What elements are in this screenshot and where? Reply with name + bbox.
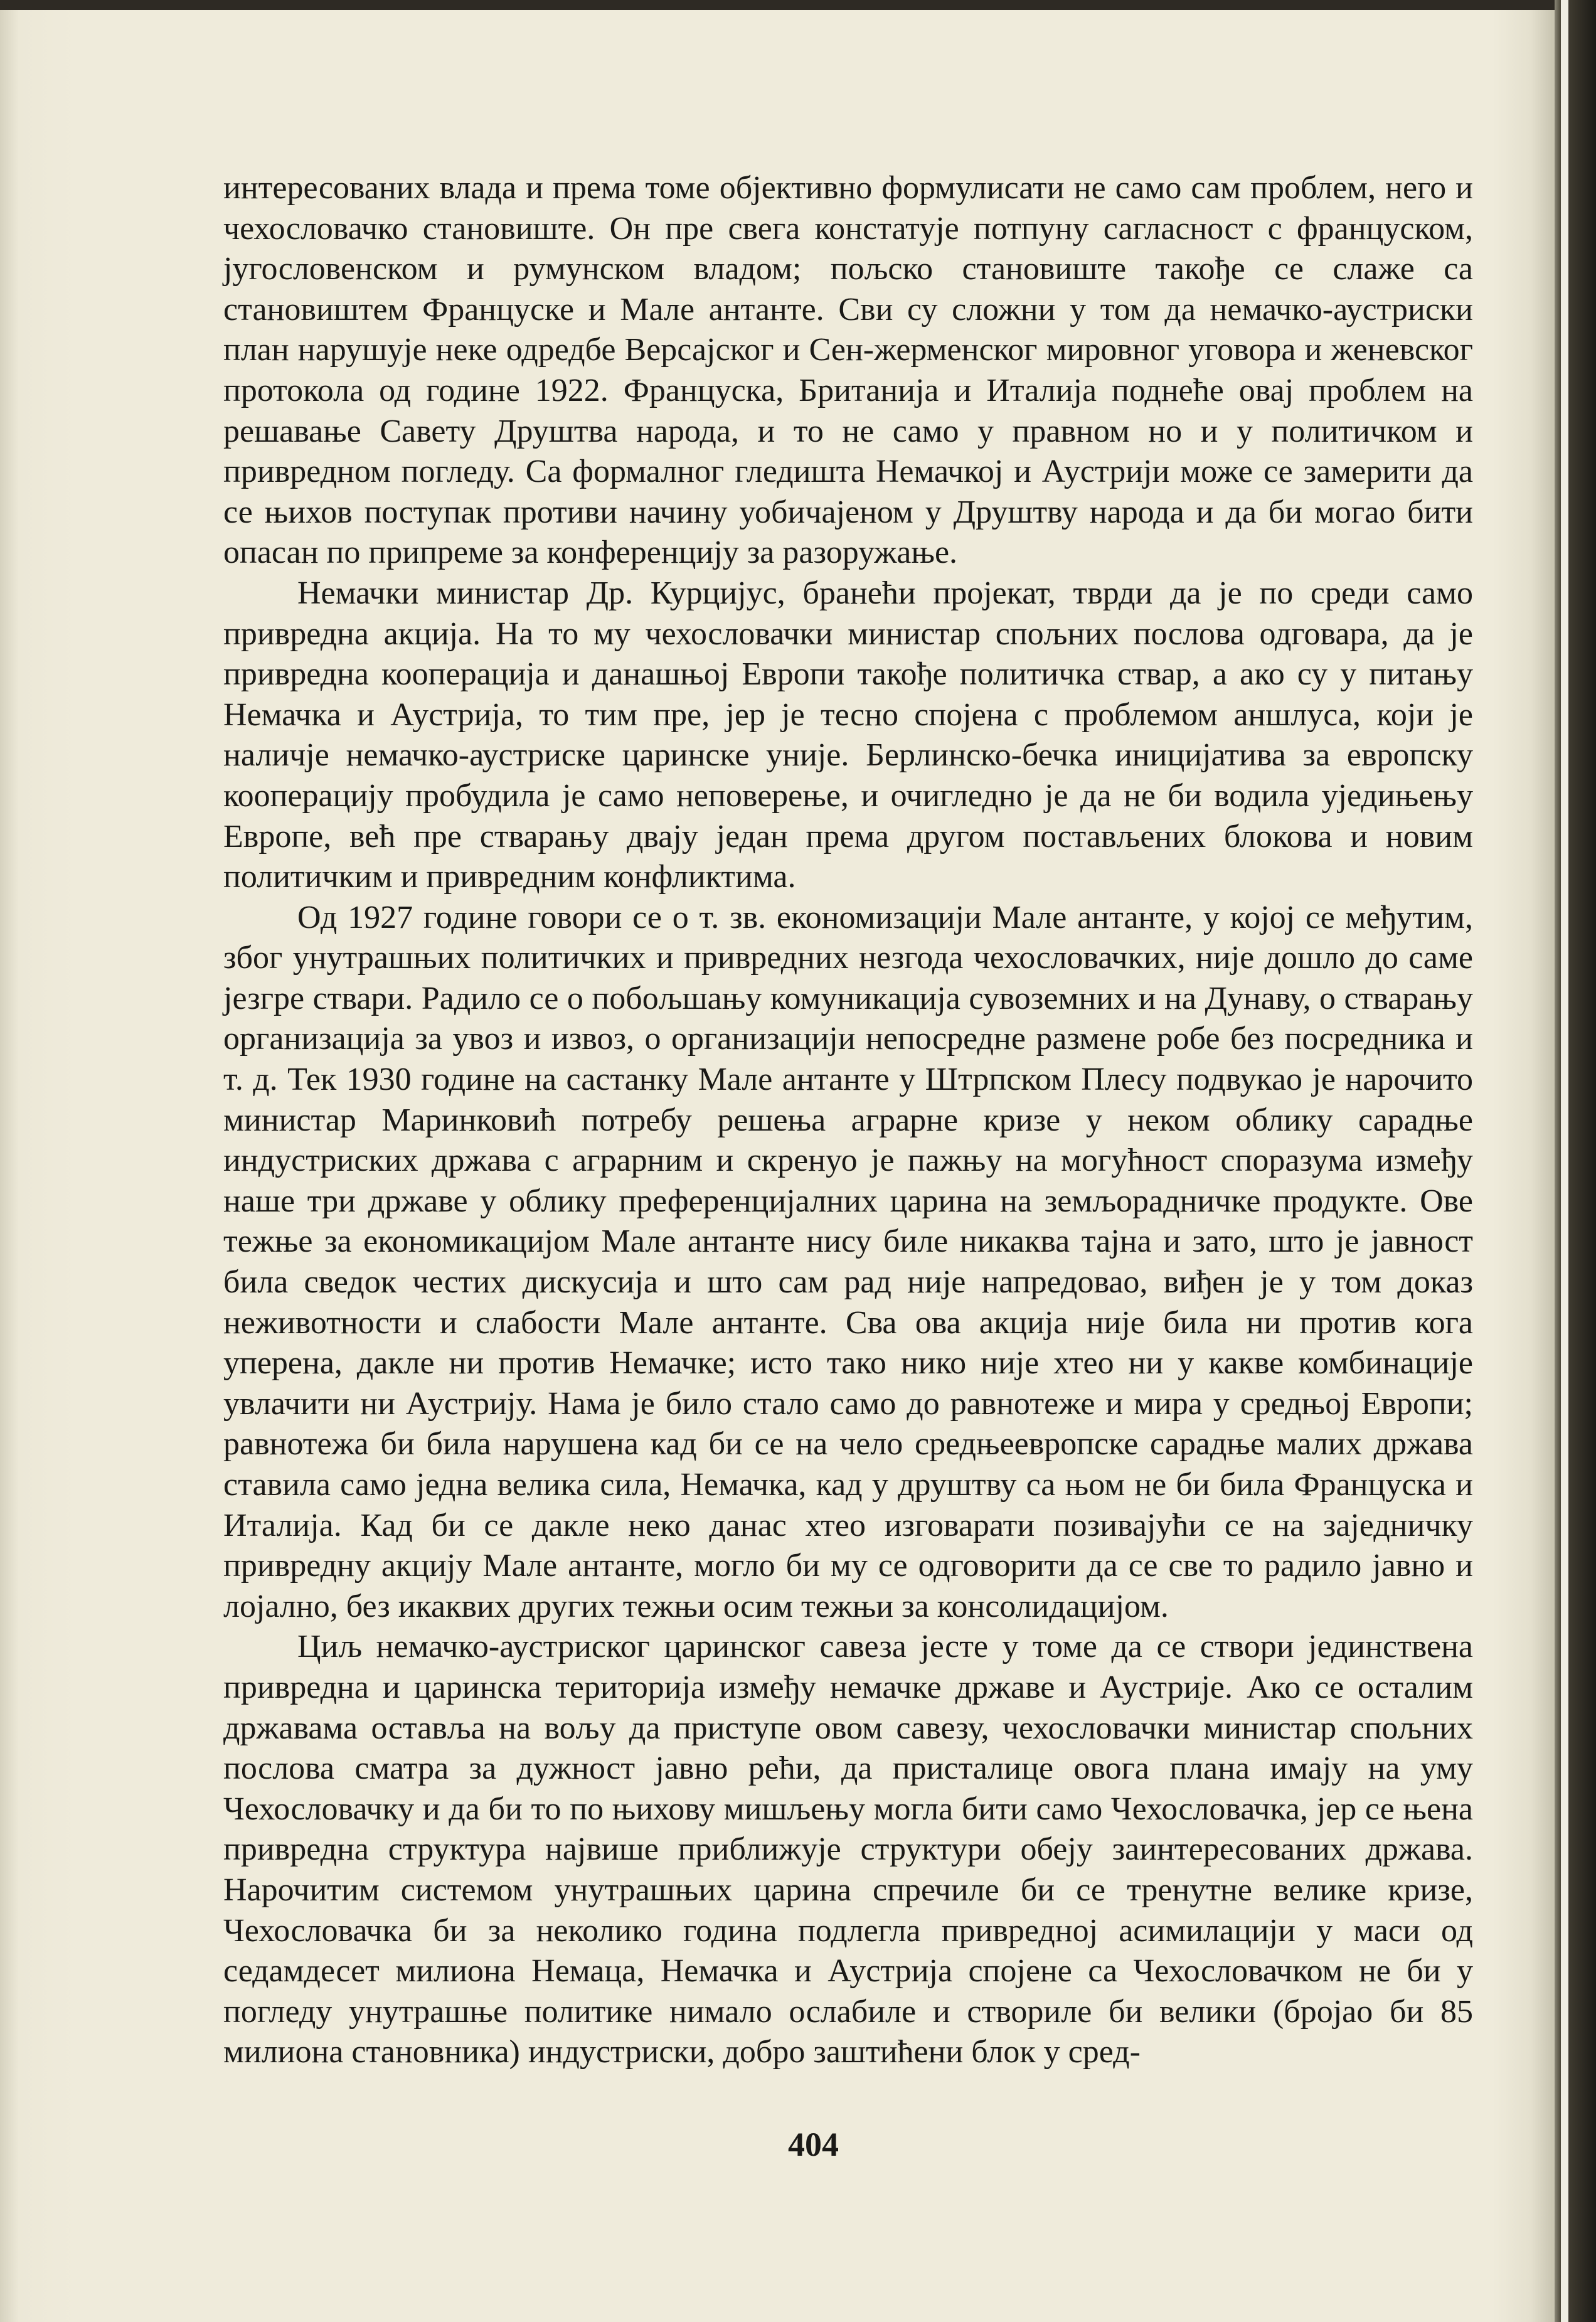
paragraph-2: Немачки министар Др. Курцијус, бранећи пројекат, тврди да је по среди само привредна акција. На то му чехословачки министар спољних послова одговара, да је привредна кооперација и данашњој Европи такође политичка ствар, а ако су у питању Немачка и Аустрија, то тим пре, јер је тесно спојена с проблемом аншлуса, који је наличје немачко-аустриске царинске уније. Берлинско-бечка иницијатива за европску кооперацију пробудила је само неповерење, и очигледно је да не би водила уједињењу Европе, већ пре стварању двају један према другом постављених блокова и новим политичким и привредним конфликтима. — [223, 575, 1473, 895]
book-spine-edge — [1568, 0, 1596, 2322]
paragraph-1: интересованих влада и према томе објективно формулисати не само сам проблем, него и чехословачко становиште. Он пре свега констатује потпуну сагласност с француском, југословенском и румунском владом; пољско становиште такође се слаже са становиштем Француске и Мале антанте. Сви су сложни у том да немачко-аустриски план нарушује неке одредбе Версајског и Сен-жерменског мировног уговора и женевског протокола од године 1922. Француска, Британија и Италија поднеће овај проблем на решавање Савету Друштва народа, и то не само у правном но и у политичком и привредном погледу. Са формалног гледишта Немачкој и Аустрији може се замерити да се њихов поступак противи начину уобичајеном у Друштву народа и да би могао бити опасан по припреме за конференцију за разоружање. — [223, 170, 1473, 571]
paragraph-3: Од 1927 године говори се о т. зв. економизацији Мале антанте, у којој се међутим, због унутрашњих политичких и привредних незгода чехословачких, није дошло до саме језгре ствари. Радило се о побољшању комуникација сувоземних и на Дунаву, о стварању организација за увоз и извоз, о организацији непосредне размене робе без посредника и т. д. Тек 1930 године на састанку Мале антанте у Штрпском Плесу подвукао је нарочито министар Маринковић потребу решења аграрне кризе у неком облику сарадње индустриских држава с аграрним и скренуо је пажњу на могућност споразума између наше три државе у облику преференцијалних царина на земљорадничке продукте. Ове тежње за економикацијом Мале антанте нису биле никаква тајна и зато, што је јавност била сведок честих дискусија и што сам рад није напредовао, виђен је у том доказ неживотности и слабости Мале антанте. Сва ова акција није била ни против кога уперена, дакле ни против Немачке; исто тако нико није хтео ни у какве комбинације увлачити ни Аустрију. Нама је било стало само до равнотеже и мира у средњој Европи; равнотежа би била нарушена кад би се на чело средњеевропске сарадње малих држава ставила само једна велика сила, Немачка, кад у друштву са њом не би била Француска и Италија. Кад би се дакле неко данас хтео изговарати позивајући се на заједничку привредну акцију Мале антанте, могло би му се одговорити да се све то радило јавно и лојално, без икаквих других тежњи осим тежњи за консолидацијом. — [223, 899, 1473, 1624]
book-spine-shadow — [1555, 0, 1561, 2322]
page-top-edge — [0, 0, 1596, 10]
page-number: 404 — [788, 2126, 839, 2163]
paragraph-4: Циљ немачко-аустриског царинског савеза јесте у томе да се створи јединствена привредна и царинска територија између немачке државе и Аустрије. Ако се осталим државама оставља на вољу да приступе овом савезу, чехословачки министар спољних послова сматра за дужност јавно рећи, да присталице овога плана имају на уму Чехословачку и да би то по њихову мишљењу могла бити само Чехословачка, јер се њена привредна структура највише приближује структури обеју заинтересованих држава. Нарочитим системом унутрашњих царина спречиле би се тренутне велике кризе, Чехословачка би за неколико година подлегла привредној асимилацији у маси од седамдесет милиона Немаца, Немачка и Аустрија спојене са Чехословачком не би у погледу унутрашње политике нимало ослабиле и створиле би велики (бројао би 85 милиона становника) индустриски, добро заштићени блок у сред- — [223, 1629, 1473, 2070]
body-text — [223, 168, 1473, 2073]
book-spine-highlight — [1561, 0, 1568, 2322]
